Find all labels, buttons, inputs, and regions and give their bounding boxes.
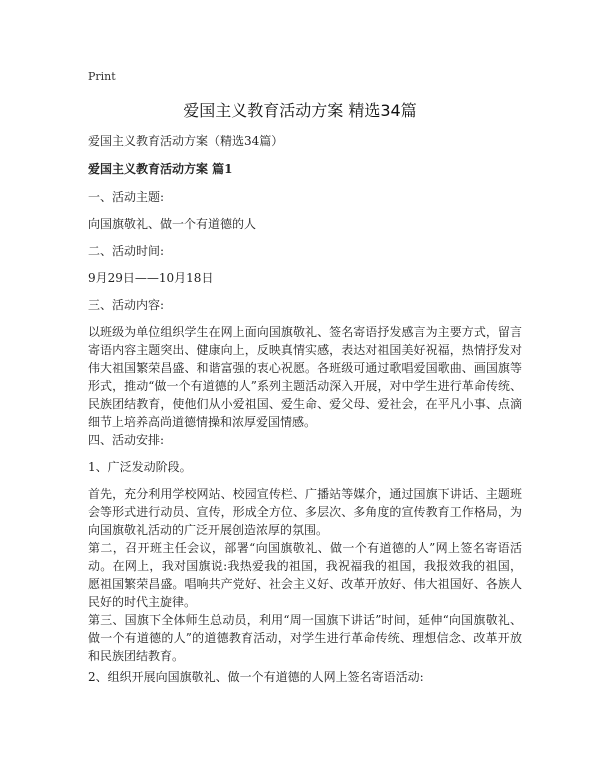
activity-theme-text: 向国旗敬礼、做一个有道德的人 [88,217,257,231]
step-one-heading: 1、广泛发动阶段。 [88,460,192,474]
heading-activity-theme: 一、活动主题: [88,190,165,204]
activity-content-paragraph: 以班级为单位组织学生在网上面向国旗敬礼、签名寄语抒发感言为主要方式，留言寄语内容主题突出、健康向上，反映真情实感，表达对祖国美好祝福，热情抒发对伟大祖国繁荣昌盛、和谐富强的衷心祝愿。各班级可通过歌唱爱国歌曲、画国旗等形式，推动“做一个有道德的人”系列主题活动深入开展，对中学生进行革命传统、民族团结教育，使他们从小爱祖国、爱生命、爱父母、爱社会，在平凡小事、点滴细节上培养高尚道德情操和浓厚爱国情感。 [88,325,522,429]
step-two-heading: 2、组织开展向国旗敬礼、做一个有道德的人网上签名寄语活动: [88,670,424,684]
heading-activity-arrangement: 四、活动安排: [88,433,165,447]
section-heading: 爱国主义教育活动方案 篇1 [88,162,233,176]
heading-activity-time: 二、活动时间: [88,244,165,258]
activity-time-text: 9月29日——10月18日 [88,271,214,285]
document-subtitle: 爱国主义教育活动方案（精选34篇） [88,134,284,148]
paragraph-second: 第二，召开班主任会议，部署“向国旗敬礼、做一个有道德的人”网上签名寄语活动。在网上，我对国旗说:我热爱我的祖国，我祝福我的祖国，我报效我的祖国，愿祖国繁荣昌盛。唱响共产党好、社会主义好、改革开放好、伟大祖国好、各族人民好的时代主旋律。 [88,541,522,609]
paragraph-third: 第三、国旗下全体师生总动员，利用“周一国旗下讲话”时间，延伸“向国旗敬礼、做一个有道德的人”的道德教育活动，对学生进行革命传统、理想信念、改革开放和民族团结教育。 [88,613,522,663]
document-title: 爱国主义教育活动方案 精选34篇 [183,101,417,120]
heading-activity-content: 三、活动内容: [88,298,165,312]
print-link[interactable]: Print [88,70,116,83]
paragraph-first: 首先，充分利用学校网站、校园宣传栏、广播站等媒介，通过国旗下讲话、主题班会等形式进行动员、宣传，形成全方位、多层次、多角度的宣传教育工作格局，为向国旗敬礼活动的广泛开展创造浓厚的氛围。 [88,487,522,537]
